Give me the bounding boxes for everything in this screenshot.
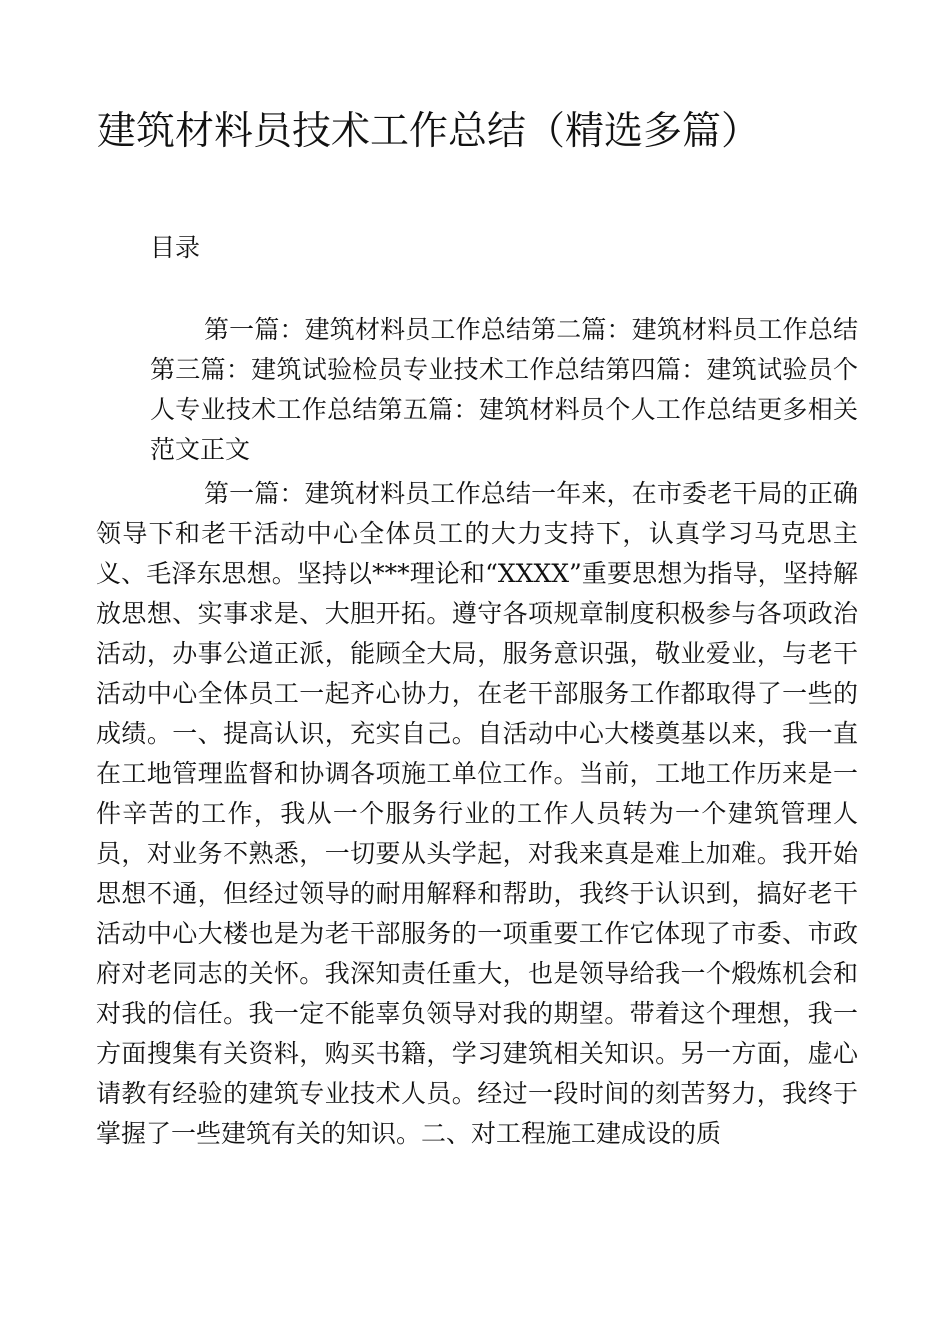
toc-paragraph: 第一篇：建筑材料员工作总结第二篇：建筑材料员工作总结第三篇：建筑试验检员专业技术工作总结第四篇：建筑试验员个人专业技术工作总结第五篇：建筑材料员个人工作总结更多相关范文正文 [150, 315, 858, 464]
toc-heading: 目录 [150, 233, 201, 262]
body-paragraph: 第一篇：建筑材料员工作总结一年来，在市委老干局的正确领导下和老干活动中心全体员工的大力支持下，认真学习马克思主义、毛泽东思想。坚持以***理论和“XXXX”重要思想为指导，坚持解放思想、实事求是、大胆开拓。遵守各项规章制度积极参与各项政治活动，办事公道正派，能顾全大局，服务意识强，敬业爱业，与老干活动中心全体员工一起齐心协力，在老干部服务工作都取得了一些的成绩。一、提高认识，充实自己。自活动中心大楼奠基以来，我一直在工地管理监督和协调各项施工单位工作。当前，工地工作历来是一件辛苦的工作，我从一个服务行业的工作人员转为一个建筑管理人员，对业务不熟悉，一切要从头学起，对我来真是难上加难。我开始思想不通，但经过领导的耐用解释和帮助，我终于认识到，搞好老干活动中心大楼也是为老干部服务的一项重要工作它体现了市委、市政府对老同志的关怀。我深知责任重大，也是领导给我一个煅炼机会和对我的信任。我一定不能辜负领导对我的期望。带着这个理想，我一方面搜集有关资料，购买书籍，学习建筑相关知识。另一方面，虚心请教有经验的建筑专业技术人员。经过一段时间的刻苦努力，我终于掌握了一些建筑有关的知识。二、对工程施工建成设的质 [96, 479, 858, 1148]
document-title: 建筑材料员技术工作总结（精选多篇） [97, 109, 761, 154]
